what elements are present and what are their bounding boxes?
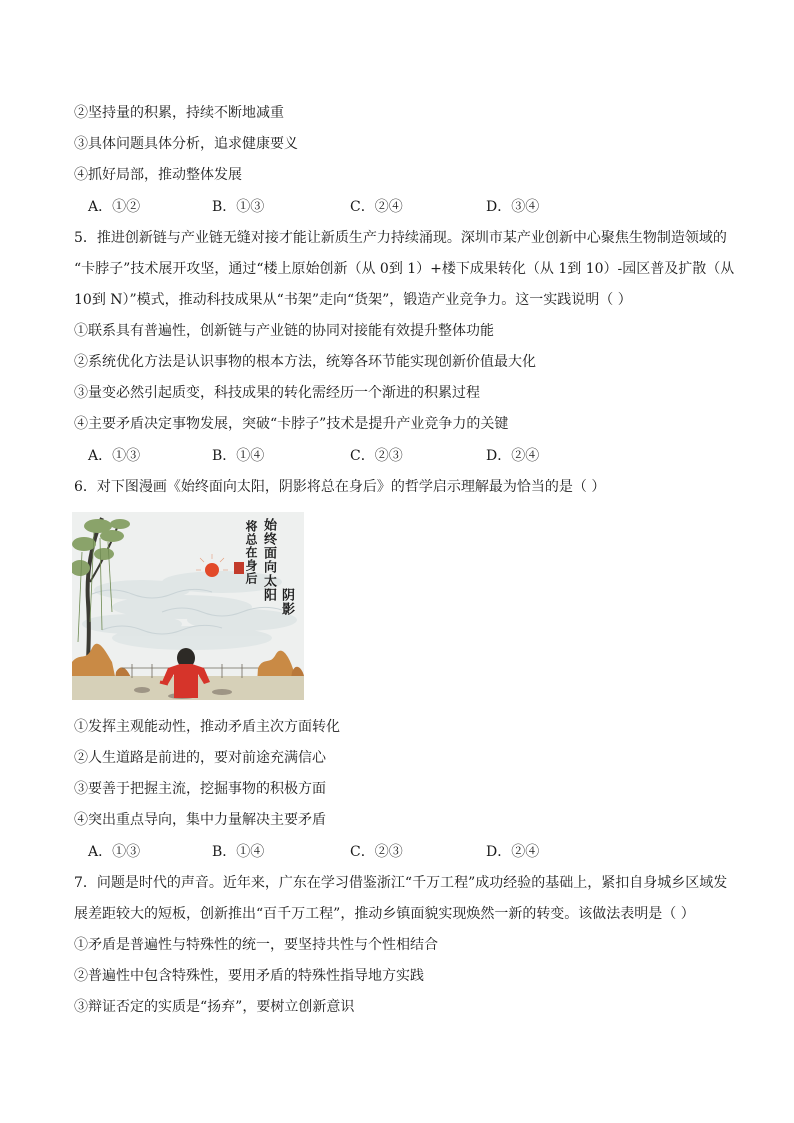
q5-choice-2: ②系统优化方法是认识事物的根本方法，统筹各环节能实现创新价值最大化 — [74, 354, 536, 370]
q6-option-a[interactable]: A．①③ — [88, 844, 141, 860]
q5-option-a[interactable]: A．①③ — [88, 448, 141, 464]
q6-choice-4: ④突出重点导向，集中力量解决主要矛盾 — [74, 812, 326, 828]
cartoon-caption-col2: 阴影 — [279, 588, 294, 616]
q4-option-b[interactable]: B．①③ — [212, 199, 265, 215]
q4-choice-2: ②坚持量的积累，持续不断地减重 — [74, 105, 284, 121]
q6-option-c[interactable]: C．②③ — [350, 844, 403, 860]
q5-choice-3: ③量变必然引起质变，科技成果的转化需经历一个渐进的积累过程 — [74, 385, 480, 401]
q4-option-c[interactable]: C．②④ — [350, 199, 403, 215]
cartoon-caption-col3: 将总在身后 — [244, 520, 258, 585]
q7-choice-2: ②普遍性中包含特殊性，要用矛盾的特殊性指导地方实践 — [74, 968, 424, 984]
q5-stem-line-1: 5．推进创新链与产业链无缝对接才能让新质生产力持续涌现。深圳市某产业创新中心聚焦生物制造领域的 — [74, 230, 727, 246]
q6-options — [88, 843, 608, 861]
q5-choice-1: ①联系具有普遍性，创新链与产业链的协同对接能有效提升整体功能 — [74, 323, 494, 339]
q5-option-d[interactable]: D．②④ — [486, 448, 540, 464]
q6-choice-2: ②人生道路是前进的，要对前途充满信心 — [74, 750, 326, 766]
cartoon-image — [72, 512, 304, 700]
q6-choice-1: ①发挥主观能动性，推动矛盾主次方面转化 — [74, 719, 340, 735]
q5-choice-4: ④主要矛盾决定事物发展，突破“卡脖子”技术是提升产业竞争力的关键 — [74, 416, 509, 432]
q6-option-d[interactable]: D．②④ — [486, 844, 540, 860]
q7-choice-3: ③辩证否定的实质是“扬弃”，要树立创新意识 — [74, 999, 355, 1015]
q5-stem-line-3: 10到 N）”模式，推动科技成果从“书架”走向“货架”，锻造产业竞争力。这一实践说明（ ） — [74, 292, 632, 308]
q6-choice-3: ③要善于把握主流，挖掘事物的积极方面 — [74, 781, 326, 797]
q5-option-c[interactable]: C．②③ — [350, 448, 403, 464]
q7-choice-1: ①矛盾是普遍性与特殊性的统一，要坚持共性与个性相结合 — [74, 937, 438, 953]
q4-option-a[interactable]: A．①② — [88, 199, 141, 215]
q5-stem-line-2: “卡脖子”技术展开攻坚，通过“楼上原始创新（从 0到 1）+楼下成果转化（从 1到 10）-园区普及扩散（从 — [74, 261, 735, 277]
seal-stamp — [234, 562, 244, 574]
q4-choice-4: ④抓好局部，推动整体发展 — [74, 167, 242, 183]
q7-stem-line-2: 展差距较大的短板，创新推出“百千万工程”，推动乡镇面貌实现焕然一新的转变。该做法表明是（ ） — [74, 906, 695, 922]
q4-options — [88, 198, 608, 216]
q6-stem: 6．对下图漫画《始终面向太阳，阴影将总在身后》的哲学启示理解最为恰当的是（ ） — [74, 479, 606, 495]
q4-option-d[interactable]: D．③④ — [486, 199, 540, 215]
q5-option-b[interactable]: B．①④ — [212, 448, 265, 464]
q6-option-b[interactable]: B．①④ — [212, 844, 265, 860]
q5-options — [88, 447, 608, 465]
sun — [205, 563, 219, 577]
q4-choice-3: ③具体问题具体分析，追求健康要义 — [74, 136, 298, 152]
q7-stem-line-1: 7．问题是时代的声音。近年来，广东在学习借鉴浙江“千万工程”成功经验的基础上，紧扣自身城乡区域发 — [74, 875, 728, 891]
cartoon-caption-col1: 始终面向太阳 — [261, 518, 276, 602]
